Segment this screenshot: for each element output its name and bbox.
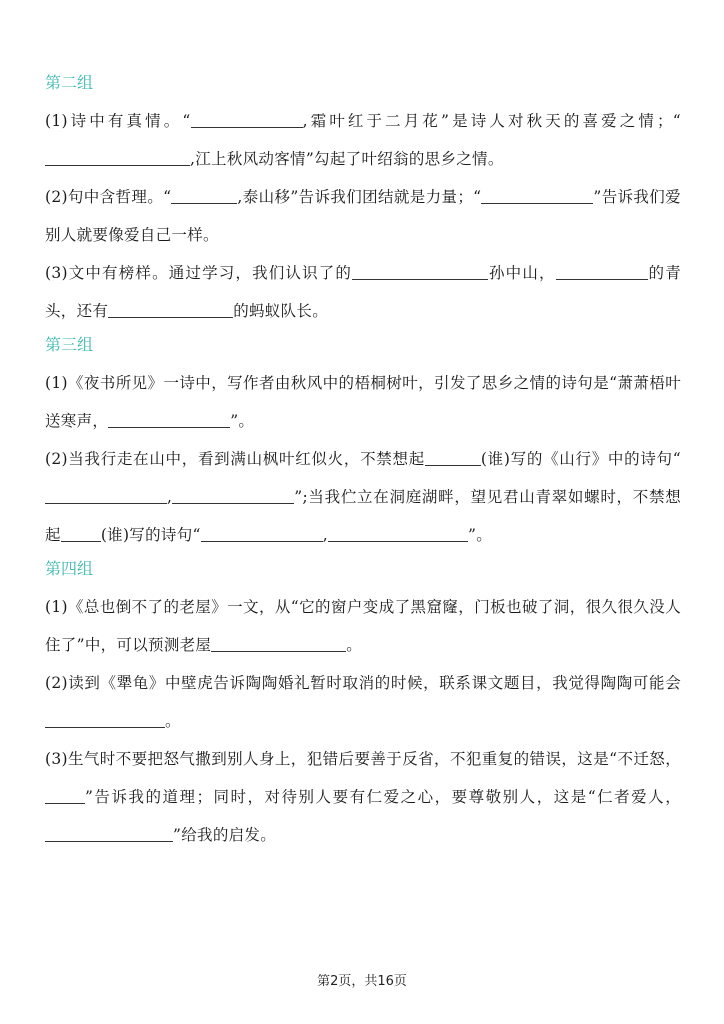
question-text: 的蚂蚁队长。 xyxy=(233,302,329,320)
answer-blank[interactable] xyxy=(45,788,85,805)
answer-blank[interactable] xyxy=(352,264,488,281)
question-item xyxy=(45,664,681,740)
section-heading: 第四组 xyxy=(45,559,94,578)
answer-blank[interactable] xyxy=(45,826,173,843)
answer-blank[interactable] xyxy=(61,526,101,543)
question-text: , xyxy=(167,488,173,506)
section-group-4 xyxy=(45,554,681,854)
question-text: ,泰山移”告诉我们团结就是力量；“ xyxy=(237,188,482,206)
question-text: ”。 xyxy=(467,526,492,544)
document-page xyxy=(45,68,681,854)
question-text: (谁)写的《山行》中的诗句“ xyxy=(480,450,681,468)
question-text: (3)文中有榜样。通过学习，我们认识了的 xyxy=(45,264,353,282)
section-heading: 第二组 xyxy=(45,73,94,92)
question-text: 。 xyxy=(165,712,181,730)
question-text: (1)诗中有真情。“ xyxy=(45,112,191,130)
question-text: 。 xyxy=(346,636,363,654)
question-text: (1)《夜书所见》一诗中，写作者由秋风中的梧桐树叶，引发了思乡之情的诗句是“萧萧梧叶送寒声， xyxy=(45,374,681,430)
answer-blank[interactable] xyxy=(556,264,648,281)
question-text: (谁)写的诗句“ xyxy=(100,526,201,544)
question-item xyxy=(45,588,681,664)
answer-blank[interactable] xyxy=(45,150,190,167)
question-text: (1)《总也倒不了的老屋》一文，从“它的窗户变成了黑窟窿，门板也破了洞，很久很久没人住了”中，可以预测老屋 xyxy=(45,598,681,654)
answer-blank[interactable] xyxy=(45,712,165,729)
question-text: (2)句中含哲理。“ xyxy=(45,188,172,206)
answer-blank[interactable] xyxy=(171,188,237,205)
answer-blank[interactable] xyxy=(211,636,346,653)
answer-blank[interactable] xyxy=(191,112,303,129)
answer-blank[interactable] xyxy=(45,488,167,505)
section-group-2 xyxy=(45,68,681,330)
page-number: 第2页，共16页 xyxy=(317,974,407,989)
question-item xyxy=(45,254,681,330)
question-item xyxy=(45,102,681,178)
answer-blank[interactable] xyxy=(108,412,230,429)
answer-blank[interactable] xyxy=(425,450,481,467)
question-text: ”。 xyxy=(230,412,255,430)
section-group-3 xyxy=(45,330,681,554)
question-text: 孙中山， xyxy=(488,264,556,282)
question-text: ”;当我伫立在洞庭湖畔，望见君山青翠如螺时，不禁想起 xyxy=(45,488,681,544)
answer-blank[interactable] xyxy=(201,526,323,543)
question-item xyxy=(45,364,681,440)
question-text: ”告诉我们爱别人就要像爱自己一样。 xyxy=(45,188,681,244)
section-heading: 第三组 xyxy=(45,335,94,354)
answer-blank[interactable] xyxy=(172,488,294,505)
question-text: (2)当我行走在山中，看到满山枫叶红似火，不禁想起 xyxy=(45,450,425,468)
question-item xyxy=(45,740,681,854)
answer-blank[interactable] xyxy=(108,302,233,319)
question-text: 的青头，还有 xyxy=(45,264,681,320)
answer-blank[interactable] xyxy=(481,188,593,205)
question-text: ,霜叶红于二月花”是诗人对秋天的喜爱之情；“ xyxy=(302,112,681,130)
question-item xyxy=(45,178,681,254)
question-text: ,江上秋风动客情”勾起了叶绍翁的思乡之情。 xyxy=(190,150,504,168)
question-text: (2)读到《犟龟》中壁虎告诉陶陶婚礼暂时取消的时候，联系课文题目，我觉得陶陶可能会 xyxy=(45,674,681,692)
question-text: ”给我的启发。 xyxy=(173,826,277,844)
question-item xyxy=(45,440,681,554)
answer-blank[interactable] xyxy=(328,526,468,543)
question-text: , xyxy=(322,526,328,544)
question-text: (3)生气时不要把怒气撒到别人身上，犯错后要善于反省，不犯重复的错误，这是“不迁怒， xyxy=(45,750,681,768)
question-text: ”告诉我的道理；同时，对待别人要有仁爱之心，要尊敬别人，这是“仁者爱人， xyxy=(85,788,681,806)
